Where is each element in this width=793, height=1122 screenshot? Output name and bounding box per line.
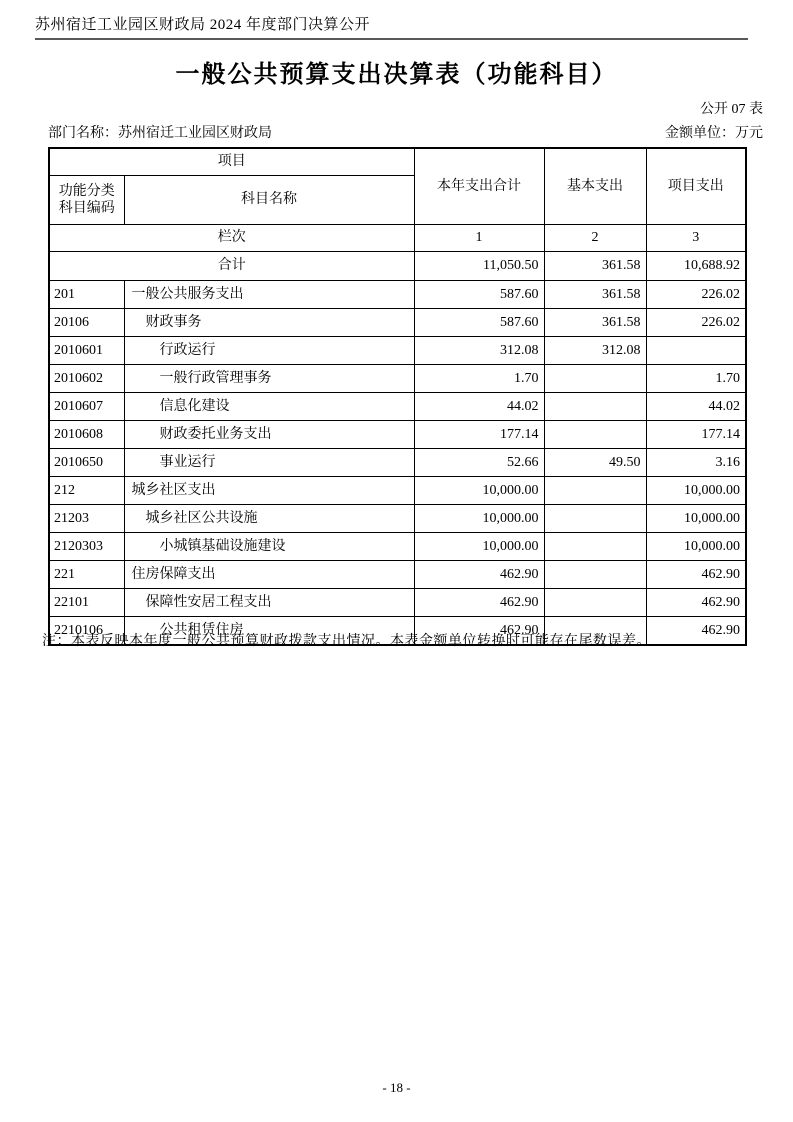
basic-expense-cell: 49.50	[544, 449, 646, 477]
table-row	[49, 421, 746, 449]
basic-expense-cell	[544, 533, 646, 561]
year-total-cell: 462.90	[414, 589, 544, 617]
table-row	[49, 561, 746, 589]
function-code-cell: 2120303	[49, 533, 124, 561]
total-year-total: 11,050.50	[414, 252, 544, 281]
document-header-text: 苏州宿迁工业园区财政局 2024 年度部门决算公开	[35, 17, 371, 33]
project-expense-cell	[646, 337, 746, 365]
function-code-cell: 22101	[49, 589, 124, 617]
column-index-label: 栏次	[49, 225, 414, 252]
header-row-project	[49, 148, 746, 176]
project-expense-cell: 1.70	[646, 365, 746, 393]
subject-name-cell: 城乡社区公共设施	[124, 505, 414, 533]
year-total-cell: 1.70	[414, 365, 544, 393]
function-code-cell: 2010602	[49, 365, 124, 393]
basic-expense-cell	[544, 505, 646, 533]
table-note: 注：本表反映本年度一般公共预算财政拨款支出情况。本表金额单位转换时可能存在尾数误差。	[42, 634, 651, 649]
table-row	[49, 393, 746, 421]
table-row	[49, 449, 746, 477]
function-code-cell: 2010608	[49, 421, 124, 449]
project-expense-cell: 10,000.00	[646, 533, 746, 561]
project-expense-cell: 462.90	[646, 617, 746, 646]
subject-name-cell: 信息化建设	[124, 393, 414, 421]
table-row	[49, 309, 746, 337]
subject-name-cell: 财政事务	[124, 309, 414, 337]
year-total-cell: 10,000.00	[414, 533, 544, 561]
year-total-cell: 10,000.00	[414, 477, 544, 505]
table-body	[49, 252, 746, 646]
column-index-row	[49, 225, 746, 252]
column-index-3: 3	[646, 225, 746, 252]
subject-name-cell: 公共租赁住房	[124, 617, 414, 646]
function-code-cell: 2010650	[49, 449, 124, 477]
table-row	[49, 337, 746, 365]
column-index-1: 1	[414, 225, 544, 252]
table-row	[49, 589, 746, 617]
year-total-cell: 462.90	[414, 561, 544, 589]
amount-unit: 金额单位：万元	[665, 126, 763, 141]
budget-table	[48, 147, 747, 646]
document-header	[35, 13, 748, 40]
page-title: 一般公共预算支出决算表（功能科目）	[175, 62, 618, 88]
project-expense-cell: 44.02	[646, 393, 746, 421]
header-project-expense: 项目支出	[646, 148, 746, 225]
project-expense-cell: 462.90	[646, 589, 746, 617]
basic-expense-cell	[544, 393, 646, 421]
basic-expense-cell: 361.58	[544, 309, 646, 337]
subject-name-cell: 小城镇基础设施建设	[124, 533, 414, 561]
year-total-cell: 44.02	[414, 393, 544, 421]
function-code-cell: 2010607	[49, 393, 124, 421]
function-code-cell: 2210106	[49, 617, 124, 646]
table-row	[49, 281, 746, 309]
department-name: 部门名称：苏州宿迁工业园区财政局	[48, 126, 272, 141]
table-number: 公开 07 表	[700, 102, 763, 117]
year-total-cell: 587.60	[414, 309, 544, 337]
project-expense-cell: 10,000.00	[646, 477, 746, 505]
table-row	[49, 505, 746, 533]
subject-name-cell: 财政委托业务支出	[124, 421, 414, 449]
function-code-cell: 201	[49, 281, 124, 309]
project-expense-cell: 462.90	[646, 561, 746, 589]
function-code-cell: 21203	[49, 505, 124, 533]
year-total-cell: 462.90	[414, 617, 544, 646]
function-code-cell: 2010601	[49, 337, 124, 365]
table-row	[49, 365, 746, 393]
basic-expense-cell: 312.08	[544, 337, 646, 365]
meta-row	[48, 122, 763, 142]
basic-expense-cell	[544, 421, 646, 449]
header-basic-expense: 基本支出	[544, 148, 646, 225]
total-basic-expense: 361.58	[544, 252, 646, 281]
total-label: 合计	[49, 252, 414, 281]
header-function-code-line2: 科目编码	[58, 201, 115, 216]
year-total-cell: 587.60	[414, 281, 544, 309]
header-subject-name: 科目名称	[124, 176, 414, 225]
basic-expense-cell	[544, 477, 646, 505]
subject-name-cell: 一般行政管理事务	[124, 365, 414, 393]
total-row	[49, 252, 746, 281]
header-project-group: 项目	[49, 148, 414, 176]
year-total-cell: 312.08	[414, 337, 544, 365]
project-expense-cell: 226.02	[646, 309, 746, 337]
table-row	[49, 477, 746, 505]
subject-name-cell: 住房保障支出	[124, 561, 414, 589]
header-year-total: 本年支出合计	[414, 148, 544, 225]
project-expense-cell: 226.02	[646, 281, 746, 309]
year-total-cell: 10,000.00	[414, 505, 544, 533]
header-function-code	[49, 176, 124, 225]
project-expense-cell: 10,000.00	[646, 505, 746, 533]
function-code-cell: 20106	[49, 309, 124, 337]
page-number: - 18 -	[382, 1080, 411, 1095]
basic-expense-cell	[544, 589, 646, 617]
project-expense-cell: 177.14	[646, 421, 746, 449]
subject-name-cell: 城乡社区支出	[124, 477, 414, 505]
subject-name-cell: 保障性安居工程支出	[124, 589, 414, 617]
basic-expense-cell	[544, 561, 646, 589]
subject-name-cell: 一般公共服务支出	[124, 281, 414, 309]
function-code-cell: 212	[49, 477, 124, 505]
project-expense-cell: 3.16	[646, 449, 746, 477]
column-index-2: 2	[544, 225, 646, 252]
subject-name-cell: 事业运行	[124, 449, 414, 477]
basic-expense-cell	[544, 365, 646, 393]
table-row	[49, 533, 746, 561]
total-project-expense: 10,688.92	[646, 252, 746, 281]
year-total-cell: 177.14	[414, 421, 544, 449]
basic-expense-cell: 361.58	[544, 281, 646, 309]
header-function-code-line1: 功能分类	[58, 183, 115, 199]
subject-name-cell: 行政运行	[124, 337, 414, 365]
function-code-cell: 221	[49, 561, 124, 589]
year-total-cell: 52.66	[414, 449, 544, 477]
